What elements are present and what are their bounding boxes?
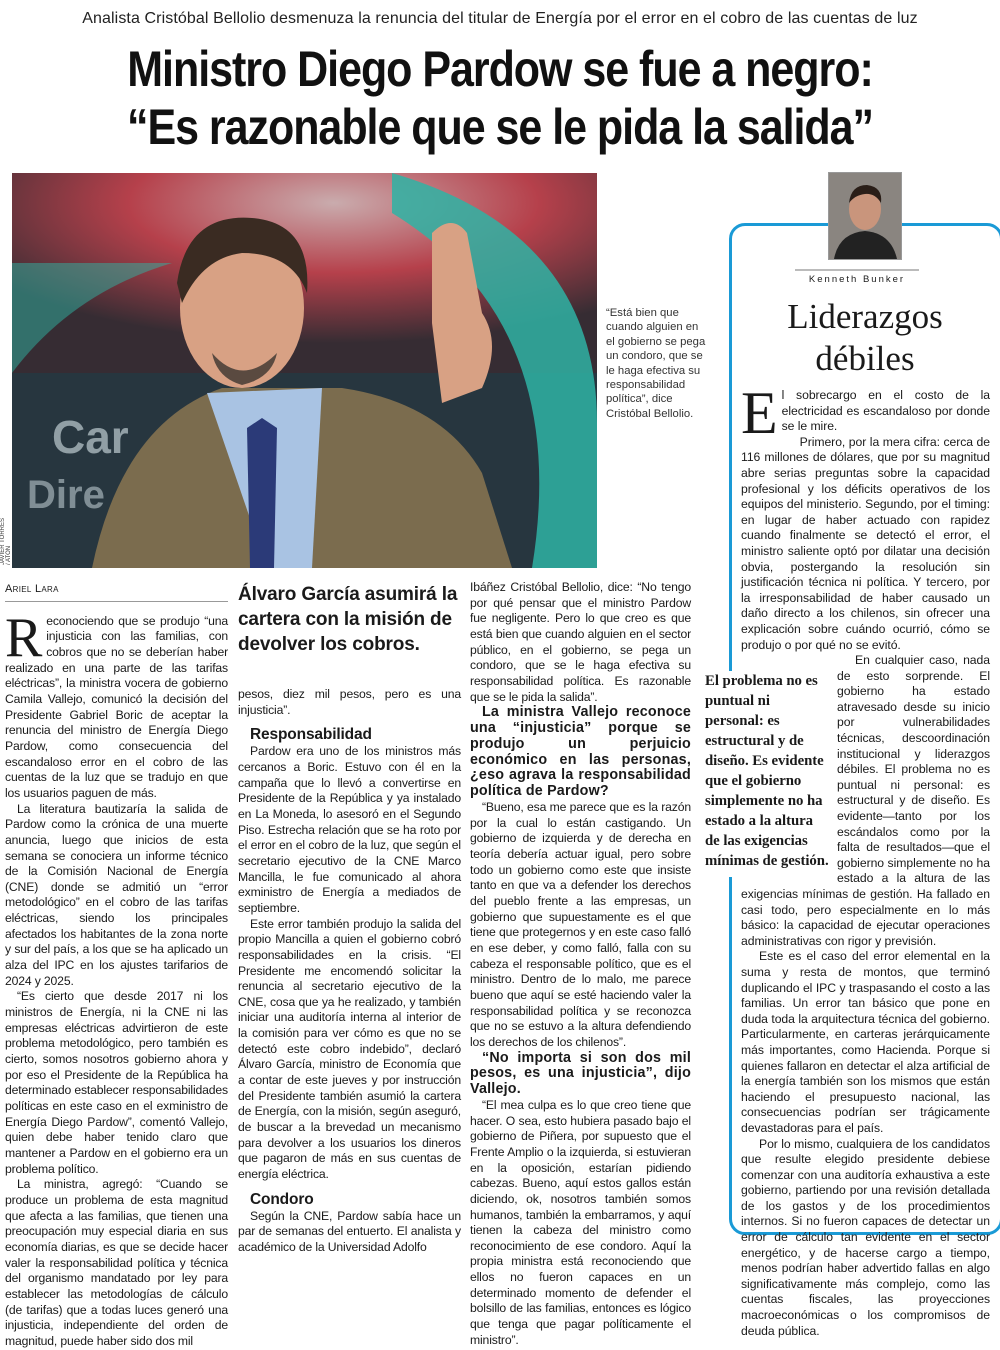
opinion-author: Kenneth Bunker	[795, 269, 919, 285]
kicker: Analista Cristóbal Bellolio desmenuza la renuncia del titular de Energía por el error en el cobro de las cuentas de luz	[82, 10, 918, 27]
opinion-paragraph	[741, 435, 990, 653]
paragraph-text: Según la CNE, Pardow sabía hace un par de semanas del entuerto. El analista y académico de la Universidad Adolfo	[238, 1208, 461, 1254]
paragraph-text: pesos, diez mil pesos, pero es una injusticia”.	[238, 687, 461, 717]
paragraph-text: “Es cierto que desde 2017 ni los ministros de Energía, ni la CNE ni las empresas eléctricas advirtieron de este problema metodológico, pero también es cierto, somos nosotros gobierno ahora y por eso el Presidente de la República ha determinado establecer responsabilidades políticas en este caso en el exministro de Energía Diego Pardow”, comentó Vallejo, quien debe haber tenido claro que mantener a Pardow en el gobierno era un problema político.	[5, 989, 228, 1176]
main-photo	[12, 173, 597, 568]
article-column-2	[238, 582, 461, 1256]
paragraph-text: Ibáñez Cristóbal Bellolio, dice: “No tengo por qué pensar que el ministro Pardow fue negligente. Pero lo que creo es que está bien que cuando alguien en el sector público, en el gobierno, se pega un condoro, que se le haga efectiva su responsabilidad política. Es razonable que se le pida la salida”.	[470, 580, 691, 704]
interview-question	[470, 705, 691, 800]
paragraph-text: En cualquier caso, nada de esto sorprende. El gobierno ha estado atravesado desde su inicio por vulnerabilidades técnicas, descoordinación institucional y liderazgos débiles. El problema no es puntual ni personal: es estructural y de diseño. Es evidente—tanto por los escándalos como por la falta de resultados—que el gobierno simplemente no ha estado a la altura de las exigencias mínimas de gestión. Ha fallado en casi todo, pero especialmente en lo más básico: la capacidad de ejecutar operaciones administrativas con rigor y previsión.	[741, 653, 990, 948]
opinion-paragraph	[741, 949, 990, 1136]
headline	[0, 40, 1000, 156]
paragraph-text: “No importa si son dos mil pesos, es una injusticia”, dijo Vallejo.	[470, 1049, 691, 1098]
headline-line-1: Ministro Diego Pardow se fue a negro:	[127, 41, 873, 97]
paragraph	[238, 1209, 461, 1256]
opinion-paragraph	[741, 380, 990, 446]
section-heading	[238, 1191, 461, 1209]
paragraph	[470, 1098, 691, 1349]
drop-cap: R	[5, 606, 43, 669]
article-column-3	[470, 580, 691, 1348]
drop-cap: E	[741, 380, 778, 446]
paragraph	[470, 800, 691, 1051]
paragraph-text: l sobrecargo en el costo de la electricidad es escandaloso por donde se le mire.	[781, 388, 990, 434]
paragraph-text: “El mea culpa es lo que creo tiene que hacer. O sea, esto hubiera pasado bajo el gobierno de Piñera, por supuesto que el Frente Amplio o la izquierda, si estuvieran en la oposición, estarían pidiendo cabezas. Bueno, aquí estos gallos están diciendo, ok, nosotros también somos humanos, también la embarramos, y aquí tienen la cabeza del ministro como reconocimiento de ese condoro. Aquí la propia ministra está reconociendo que ellos no fueron capaces en un determinado momento de defender el bolsillo de las familias, entonces es lógico que tenga que pagar políticamente el ministro”.	[470, 1097, 691, 1347]
opinion-title: Liderazgos débiles	[787, 297, 943, 378]
svg-text:Car: Car	[52, 411, 129, 463]
paragraph	[238, 687, 461, 718]
paragraph	[5, 606, 228, 802]
paragraph-text: econociendo que se produjo “una injusticia con las familias, con cobros que no se deberían haber realizado en una parte de las tarifas eléctricas”, la ministra vocera de gobierno Camila Vallejo, comunicó la decisión del Presidente Gabriel Boric de aceptar la renuncia del ministro de Energía Diego Pardow, como consecuencia del escandaloso error en el cobro de las cuentas de la luz que se tradujo en que los usuarios paguen de más.	[5, 613, 228, 800]
headline-line-2: “Es razonable que se le pida la salida”	[127, 99, 873, 155]
photo-credit: JAVIER TORRES / ATON	[0, 517, 12, 565]
paragraph-text: Este es el caso del error elemental en la suma y resta de montos, que terminó duplicando el IPC y traspasando el costo a las familias. Un error tan básico que pone en duda toda la arquitectura técnica del gobierno. Particularmente, en carteras jerárquicamente más importantes, como Hacienda. Porque si quienes fallaron en detectar el alza artificial de la energía también son los mismos que están haciendo el presupuesto nacional, las consecuencias podrían ser trágicamente devastadoras para el país.	[741, 949, 990, 1135]
byline: Ariel Lara	[5, 582, 228, 602]
pull-quote: El problema no es puntual ni personal: es estructural y de diseño. Es evidente que el gobierno simplemente no ha estado a la altura de las exigencias mínimas de gestión.	[705, 671, 829, 877]
section-heading	[238, 726, 461, 744]
paragraph	[470, 580, 691, 705]
paragraph-text: “Bueno, esa me parece que es la razón por la cual lo están castigando. Un gobierno de izquierda y de derecha en teoría debería actuar igual, pero sobre todo un gobierno como este que insiste tanto en que va a defender los derechos del pueblo frente a las empresas, un gobierno que supuestamente es el que tiene que protegernos y en este caso falló en ese deber, y como falló, falla con su cabeza el responsable político, que es el ministro. Dentro de lo malo, me parece bueno que aquí se esté haciendo valer la responsabilidad política y se reconozca que no se estuvo a la altura defendiendo los derechos de los chilenos”.	[470, 800, 691, 1049]
author-photo	[828, 172, 902, 260]
opinion-paragraph	[741, 1137, 990, 1340]
paragraph-text: Responsabilidad	[250, 726, 372, 744]
paragraph	[238, 744, 461, 916]
photo-caption: “Está bien que cuando alguien en el gobierno se pega un condoro, que se le haga efectiva su responsabilidad política”, dice Cristóbal Bellolio.	[606, 307, 706, 420]
paragraph-text: La literatura bautizaría la salida de Pardow como la crónica de una muerte anuncia, luego que inicios de esta semana se conociera un informe técnico de la Comisión Nacional de Energía (CNE) donde se admitió un “error metodológico” en el cobro de las tarifas eléctricas, siendo los principales afectados los habitantes de la zona norte y sur del país, a los que se ha aplicado un alza del IPC en los ajustes tarifarios de 2024 y 2025.	[5, 801, 228, 988]
paragraph-text: Primero, por la mera cifra: cerca de 116 millones de dólares, que por su magnitud abre serias preguntas sobre la capacidad profesional y los déficits operativos de los equipos del ministerio. Segundo, por el timing: en lugar de haber actuado con rapidez cuando finalmente se detectó el error, el ministro saliente optó por dilatar una decisión obvia, postergando la resolución sin justificación técnica ni política. Y tercero, por la irresponsabilidad de haber causado un daño directo a los chilenos, sin ofrecer una explicación sobre cuándo ocurrió, cómo se produjo o por qué no se evitó.	[741, 434, 990, 652]
paragraph	[5, 989, 228, 1177]
paragraph	[238, 917, 461, 1183]
paragraph-text: La ministra, agregó: “Cuando se produce un problema de esta magnitud que afecta a las familias, que tienen una preocupación muy especial diaria en sus economía diarias, es que se decide hacer valer la responsabilidad política y técnica del organismo mandatado por ley para establecer las metodologías de cálculo (de tarifas) que a todas luces generó una injusticia, independiente del orden de magnitud, puede haber sido dos mil	[5, 1177, 228, 1348]
opinion-paragraph	[705, 653, 990, 949]
paragraph-text: Por lo mismo, cualquiera de los candidatos que resulte elegido presidente debiese comenzar con una auditoría exhaustiva a este gobierno, partiendo por una revisión detallada de los gastos y de los procedimientos internos. Si no fueron capaces de detectar un error de cálculo tan evidente en el sector energético, y de hacerse cargo a tiempo, menos podrían haber advertido fallas en algo significativamente más complejo, como las cuentas fiscales, las proyecciones macroeconómicas o los compromisos de deuda pública.	[741, 1136, 990, 1338]
interview-question	[470, 1051, 691, 1098]
article-deck: Álvaro García asumirá la cartera con la misión de devolver los cobros.	[238, 584, 458, 655]
paragraph-text: Condoro	[250, 1190, 314, 1208]
paragraph-text: Este error también produjo la salida del propio Mancilla a quien el gobierno cobró responsabilidades en la crisis. “El Presidente me encomendó solicitar la renuncia al secretario ejecutivo de la CNE, cosa que ya he realizado, y también iniciar una auditoría interna al interior de la comisión para ver cómo es que no se detectó este cobro indebido”, declaró Álvaro García, ministro de Economía que a contar de este jueves y por instrucción del Presidente también asumió la cartera de Energía, con la misión, según aseguró, de buscar a la brevedad un mecanismo para devolver a los usuarios los dineros que pagaron de más en sus cuentas de energía eléctrica.	[238, 916, 461, 1182]
opinion-body	[705, 380, 990, 1339]
paragraph-text: Pardow era uno de los ministros más cercanos a Boric. Estuvo con él en la campaña que lo llevó a convertirse en Presidente de la República y ya instalado en La Moneda, lo asesoró en el Segundo Piso. Estrecha relación que se ha roto por el error en el cobro de la luz, que según el secretario ejecutivo de la CNE Marco Mancilla, le fue comunicado al ahora exministro de Energía a mediados de septiembre.	[238, 744, 461, 915]
article-column-1	[5, 582, 228, 1350]
paragraph	[5, 802, 228, 990]
paragraph-text: La ministra Vallejo reconoce una “injusticia” porque se produjo un perjuicio económico en las personas, ¿eso agrava la responsabilidad política de Pardow?	[470, 704, 691, 800]
paragraph	[5, 1177, 228, 1349]
svg-text:Dire: Dire	[27, 473, 105, 517]
